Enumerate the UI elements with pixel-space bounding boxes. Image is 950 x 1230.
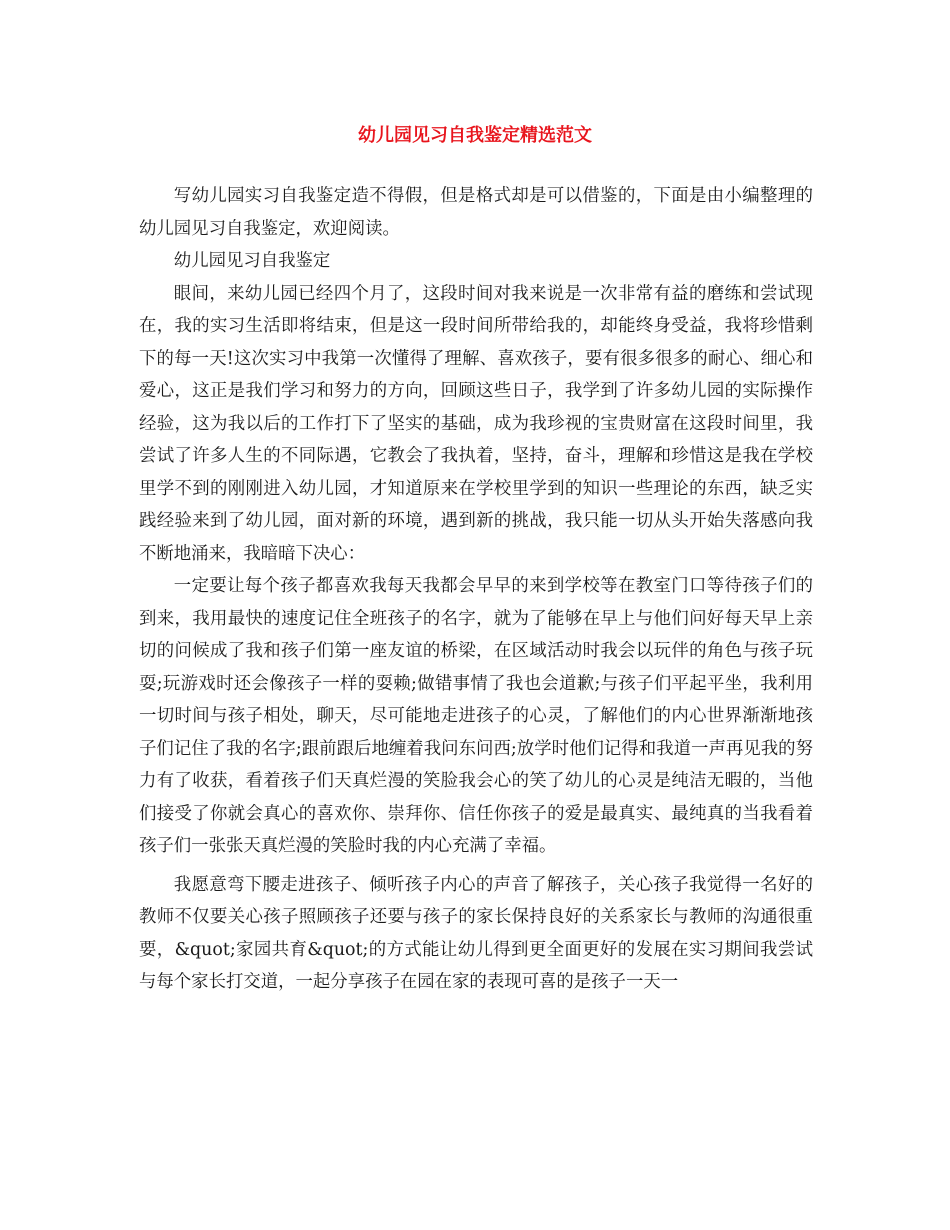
paragraph-body: 我愿意弯下腰走进孩子、倾听孩子内心的声音了解孩子，关心孩子我觉得一名好的教师不仅要关心孩子照顾孩子还要与孩子的家长保持良好的关系家长与教师的沟通很重要，&quot;家园共育&quot;的方式能让幼儿得到更全面更好的发展在实习期间我尝试与每个家长打交道，一起分享孩子在园在家的表现可喜的是孩子一天一 xyxy=(139,874,813,992)
document-body xyxy=(139,180,813,999)
paragraph-subheading: 幼儿园见习自我鉴定 xyxy=(173,251,331,271)
document-title: 幼儿园见习自我鉴定精选范文 xyxy=(358,125,592,146)
paragraph-intro: 写幼儿园实习自我鉴定造不得假，但是格式却是可以借鉴的，下面是由小编整理的幼儿园见习自我鉴定，欢迎阅读。 xyxy=(139,186,813,239)
paragraph-body: 一定要让每个孩子都喜欢我每天我都会早早的来到学校等在教室门口等待孩子们的到来，我用最快的速度记住全班孩子的名字，就为了能够在早上与他们问好每天早上亲切的问候成了我和孩子们第一座友谊的桥梁，在区域活动时我会以玩伴的角色与孩子玩耍;玩游戏时还会像孩子一样的耍赖;做错事情了我也会道歉;与孩子们平起平坐，我利用一切时间与孩子相处，聊天，尽可能地走进孩子的心灵，了解他们的内心世界渐渐地孩子们记住了我的名字;跟前跟后地缠着我问东问西;放学时他们记得和我道一声再见我的努力有了收获，看着孩子们天真烂漫的笑脸我会心的笑了幼儿的心灵是纯洁无暇的，当他们接受了你就会真心的喜欢你、崇拜你、信任你孩子的爱是最真实、最纯真的当我看着孩子们一张张天真烂漫的笑脸时我的内心充满了幸福。 xyxy=(139,576,813,856)
paragraph-body: 眼间，来幼儿园已经四个月了，这段时间对我来说是一次非常有益的磨练和尝试现在，我的实习生活即将结束，但是这一段时间所带给我的，却能终身受益，我将珍惜剩下的每一天!这次实习中我第一次懂得了理解、喜欢孩子，要有很多很多的耐心、细心和爱心，这正是我们学习和努力的方向，回顾这些日子，我学到了许多幼儿园的实际操作经验，这为我以后的工作打下了坚实的基础，成为我珍视的宝贵财富在这段时间里，我尝试了许多人生的不同际遇，它教会了我执着，坚持，奋斗，理解和珍惜这是我在学校里学不到的刚刚进入幼儿园，才知道原来在学校里学到的知识一些理论的东西，缺乏实践经验来到了幼儿园，面对新的环境，遇到新的挑战，我只能一切从头开始失落感向我不断地涌来，我暗暗下决心： xyxy=(139,283,813,564)
